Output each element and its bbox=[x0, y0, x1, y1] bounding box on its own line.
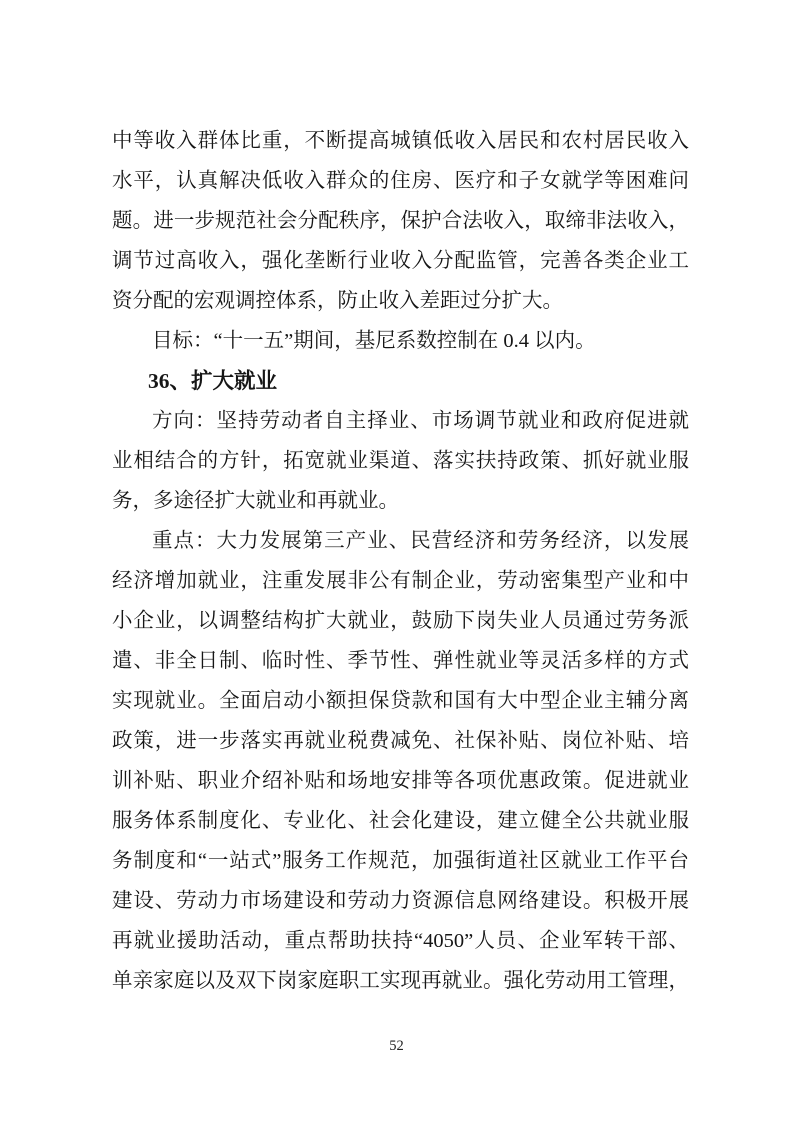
text-line: 资分配的宏观调控体系，防止收入差距过分扩大。 bbox=[112, 290, 563, 312]
text-line: 水平，认真解决低收入群众的住房、医疗和子女就学等困难问 bbox=[112, 170, 689, 192]
text-line: 小企业，以调整结构扩大就业，鼓励下岗失业人员通过劳务派 bbox=[112, 610, 689, 632]
text-line: 单亲家庭以及双下岗家庭职工实现再就业。强化劳动用工管理， bbox=[112, 970, 689, 992]
text-line: 中等收入群体比重，不断提高城镇低收入居民和农村居民收入 bbox=[112, 130, 689, 152]
goal-line: 目标：“十一五”期间，基尼系数控制在 0.4 以内。 bbox=[152, 330, 596, 352]
section-heading: 36、扩大就业 bbox=[148, 369, 278, 393]
text-line: 建设、劳动力市场建设和劳动力资源信息网络建设。积极开展 bbox=[112, 890, 689, 912]
text-line: 再就业援助活动，重点帮助扶持“4050”人员、企业军转干部、 bbox=[112, 930, 689, 952]
text-line: 重点：大力发展第三产业、民营经济和劳务经济，以发展 bbox=[152, 530, 689, 552]
text-line: 服务体系制度化、专业化、社会化建设，建立健全公共就业服 bbox=[112, 810, 689, 832]
text-line: 调节过高收入，强化垄断行业收入分配监管，完善各类企业工 bbox=[112, 250, 689, 272]
page-number: 52 bbox=[389, 1038, 404, 1054]
text-line: 训补贴、职业介绍补贴和场地安排等各项优惠政策。促进就业 bbox=[112, 770, 689, 792]
text-block bbox=[112, 121, 689, 1001]
text-line: 经济增加就业，注重发展非公有制企业，劳动密集型产业和中 bbox=[112, 570, 689, 592]
text-line: 业相结合的方针，拓宽就业渠道、落实扶持政策、抓好就业服 bbox=[112, 450, 689, 472]
text-line: 题。进一步规范社会分配秩序，保护合法收入，取缔非法收入， bbox=[112, 210, 689, 232]
text-line: 实现就业。全面启动小额担保贷款和国有大中型企业主辅分离 bbox=[112, 690, 689, 712]
text-line: 方向：坚持劳动者自主择业、市场调节就业和政府促进就 bbox=[152, 410, 689, 432]
text-line: 遣、非全日制、临时性、季节性、弹性就业等灵活多样的方式 bbox=[112, 650, 689, 672]
text-line: 务，多途径扩大就业和再就业。 bbox=[112, 490, 399, 512]
text-line: 政策，进一步落实再就业税费减免、社保补贴、岗位补贴、培 bbox=[112, 730, 689, 752]
text-line: 务制度和“一站式”服务工作规范，加强街道社区就业工作平台 bbox=[112, 850, 689, 872]
